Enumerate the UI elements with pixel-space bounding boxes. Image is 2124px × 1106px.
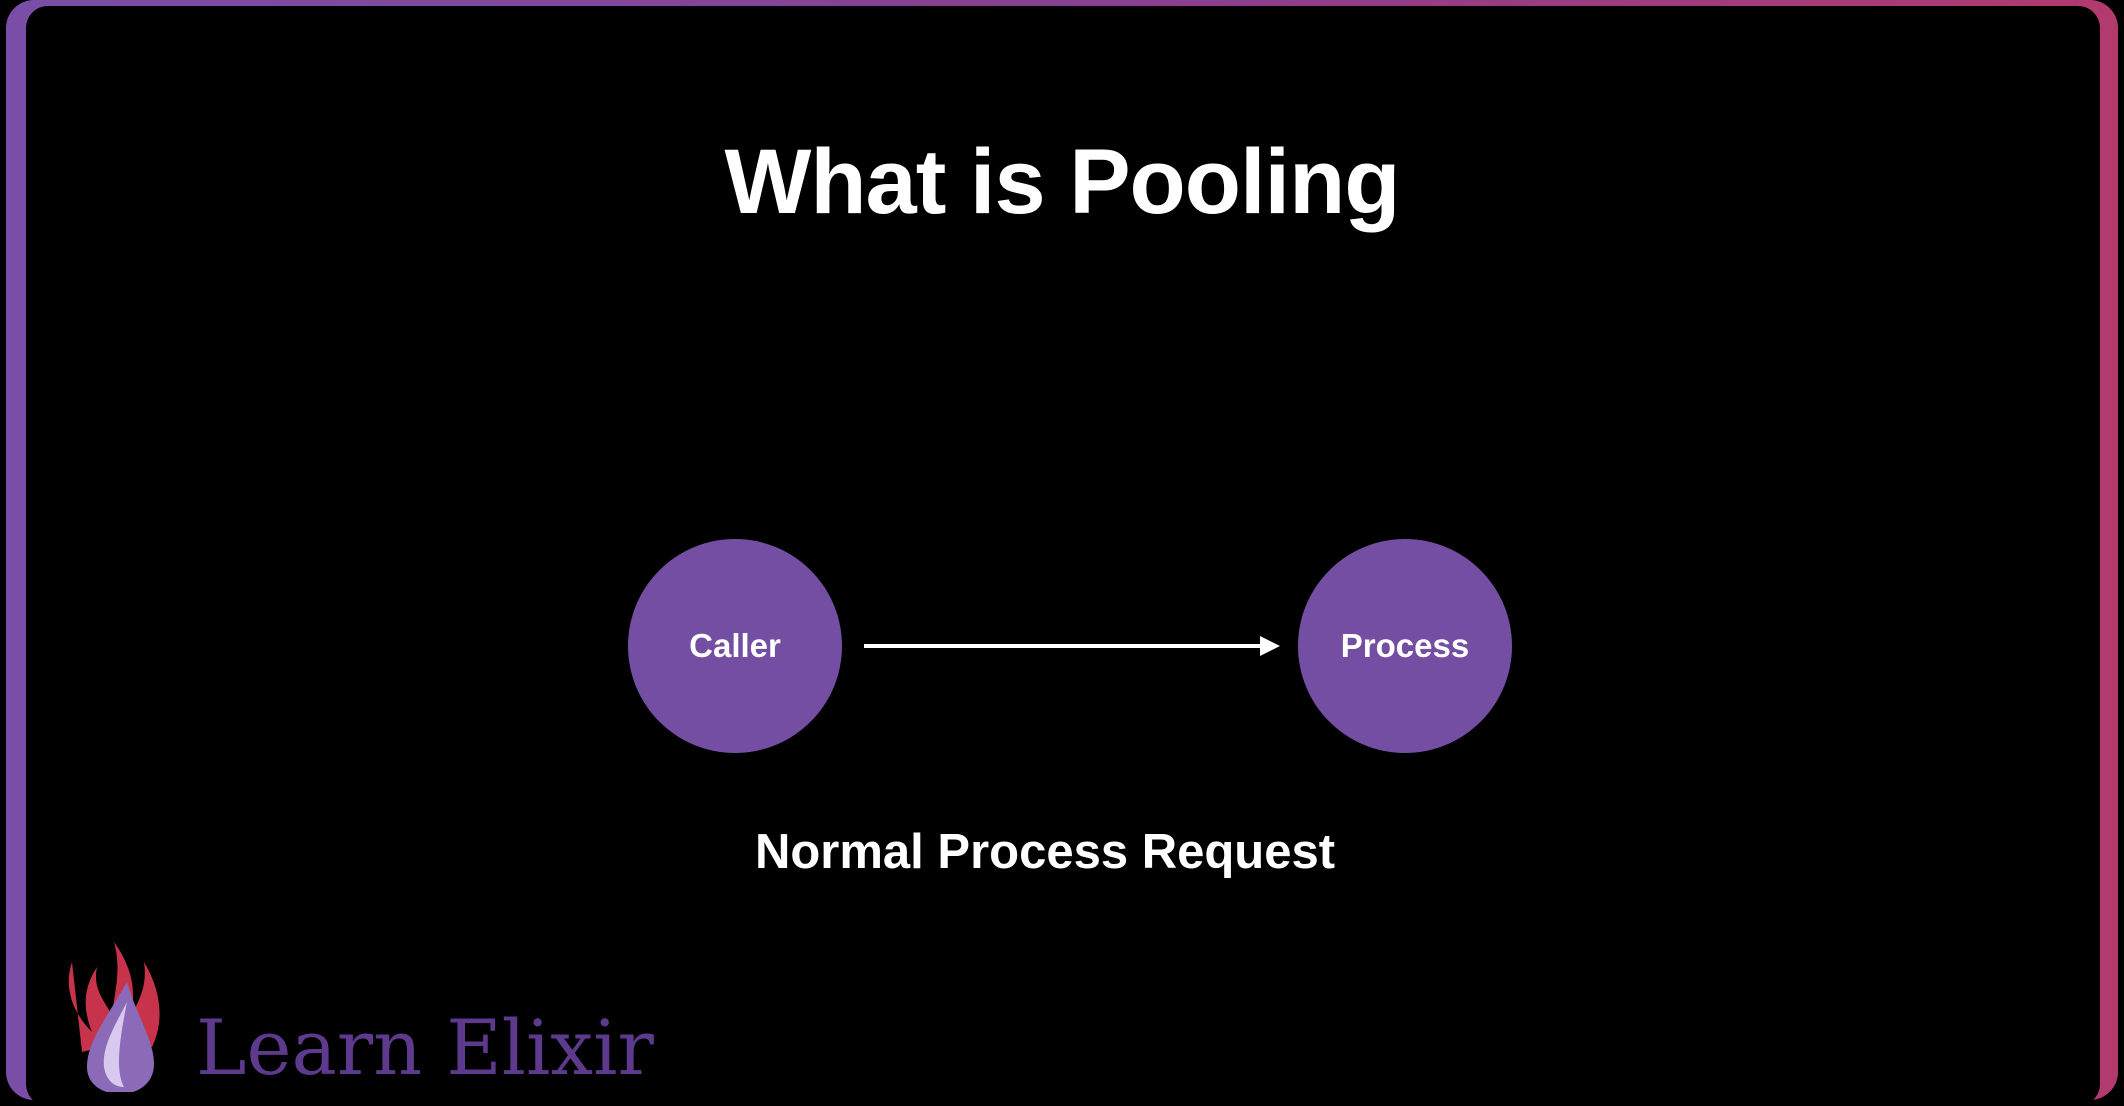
caller-node-label: Caller	[689, 627, 781, 664]
process-node-label: Process	[1340, 627, 1470, 664]
caller-node	[628, 539, 842, 753]
elixir-flame-logo-icon	[52, 922, 182, 1092]
diagram-caption: Normal Process Request	[754, 825, 1336, 879]
slide-title: What is Pooling	[724, 131, 1400, 233]
process-node	[1298, 539, 1512, 753]
request-arrow-head	[1260, 636, 1280, 656]
learn-elixir-wordmark: Learn Elixir	[196, 1003, 654, 1092]
request-arrow	[862, 631, 1282, 661]
